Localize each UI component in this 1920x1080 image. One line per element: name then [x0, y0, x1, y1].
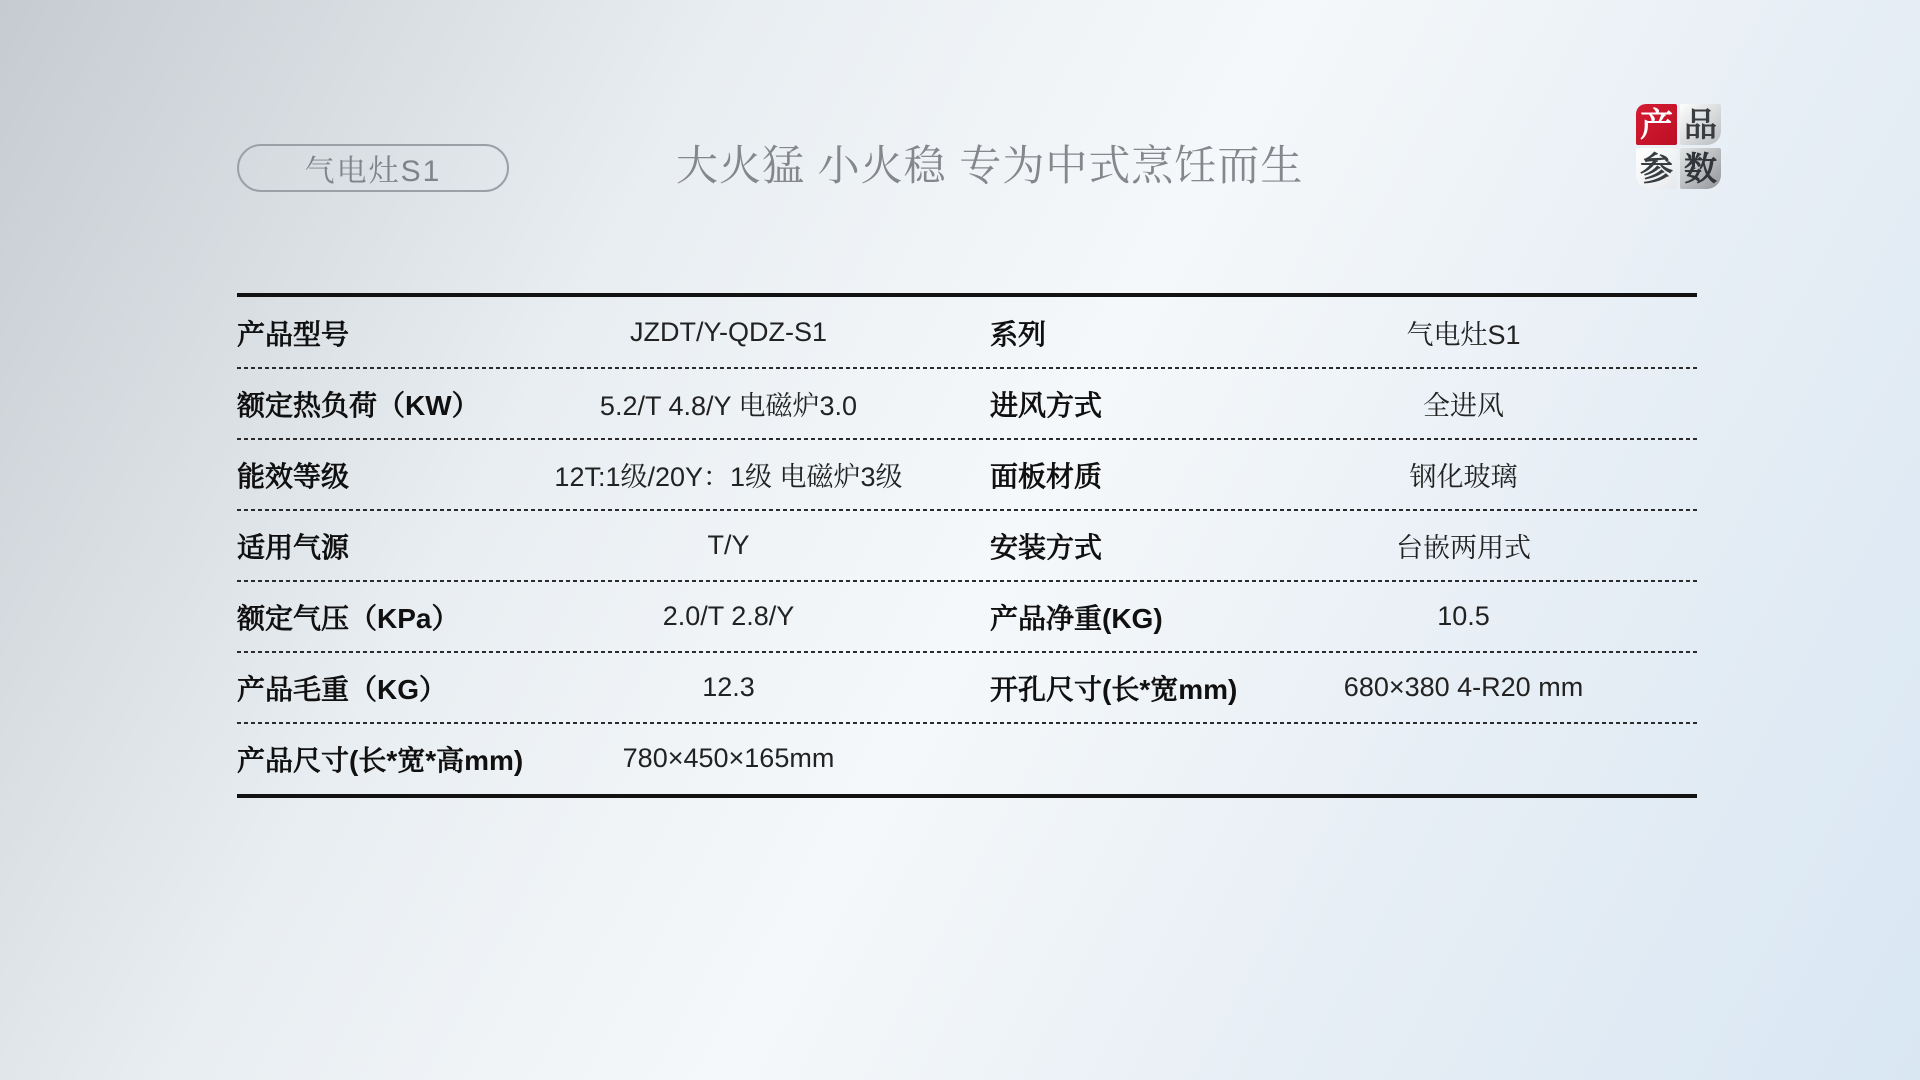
page-title: 大火猛 小火稳 专为中式烹饪而生 [676, 142, 1304, 189]
spec-value: 台嵌两用式 [1396, 533, 1531, 563]
spec-label: 开孔尺寸(长*宽mm) [990, 673, 1238, 705]
spec-label: 产品毛重（KG） [237, 673, 448, 705]
spec-value: JZDT/Y-QDZ-S1 [629, 317, 827, 347]
spec-row [237, 439, 1697, 510]
spec-row [237, 723, 1697, 794]
spec-value: T/Y [707, 530, 750, 560]
spec-value: 680×380 4-R20 mm [1343, 672, 1584, 702]
logo-tile: 品 [1680, 104, 1721, 145]
spec-label: 额定气压（KPa） [237, 602, 460, 634]
spec-label: 进风方式 [990, 389, 1103, 421]
spec-table [237, 293, 1697, 798]
spec-label: 产品型号 [237, 318, 350, 350]
spec-label: 安装方式 [990, 531, 1103, 563]
spec-label: 产品尺寸(长*宽*高mm) [237, 744, 524, 776]
spec-value: 全进风 [1423, 391, 1504, 421]
spec-row [237, 297, 1697, 368]
spec-value: 2.0/T 2.8/Y [662, 601, 795, 631]
logo-tile: 参 [1636, 148, 1677, 189]
spec-label: 能效等级 [237, 460, 350, 492]
spec-label: 适用气源 [237, 531, 350, 563]
spec-value: 气电灶S1 [1406, 320, 1521, 350]
spec-label: 额定热负荷（KW） [237, 389, 480, 421]
spec-label: 面板材质 [990, 460, 1103, 492]
spec-value: 10.5 [1437, 601, 1490, 631]
spec-row [237, 368, 1697, 439]
spec-value: 5.2/T 4.8/Y 电磁炉3.0 [599, 391, 858, 421]
spec-value: 12.3 [702, 672, 755, 702]
logo-tile: 数 [1680, 148, 1721, 189]
spec-row [237, 510, 1697, 581]
spec-row [237, 581, 1697, 652]
spec-label: 系列 [990, 318, 1047, 350]
spec-row [237, 652, 1697, 723]
spec-value: 780×450×165mm [622, 743, 835, 773]
spec-value: 12T:1级/20Y：1级 电磁炉3级 [554, 462, 903, 492]
spec-value: 钢化玻璃 [1409, 462, 1518, 492]
logo-tile: 产 [1636, 104, 1677, 145]
product-parameters-logo [1636, 104, 1721, 189]
product-series-badge [237, 144, 509, 192]
spec-label: 产品净重(KG) [990, 602, 1163, 634]
product-series-badge-label: 气电灶S1 [304, 155, 442, 188]
